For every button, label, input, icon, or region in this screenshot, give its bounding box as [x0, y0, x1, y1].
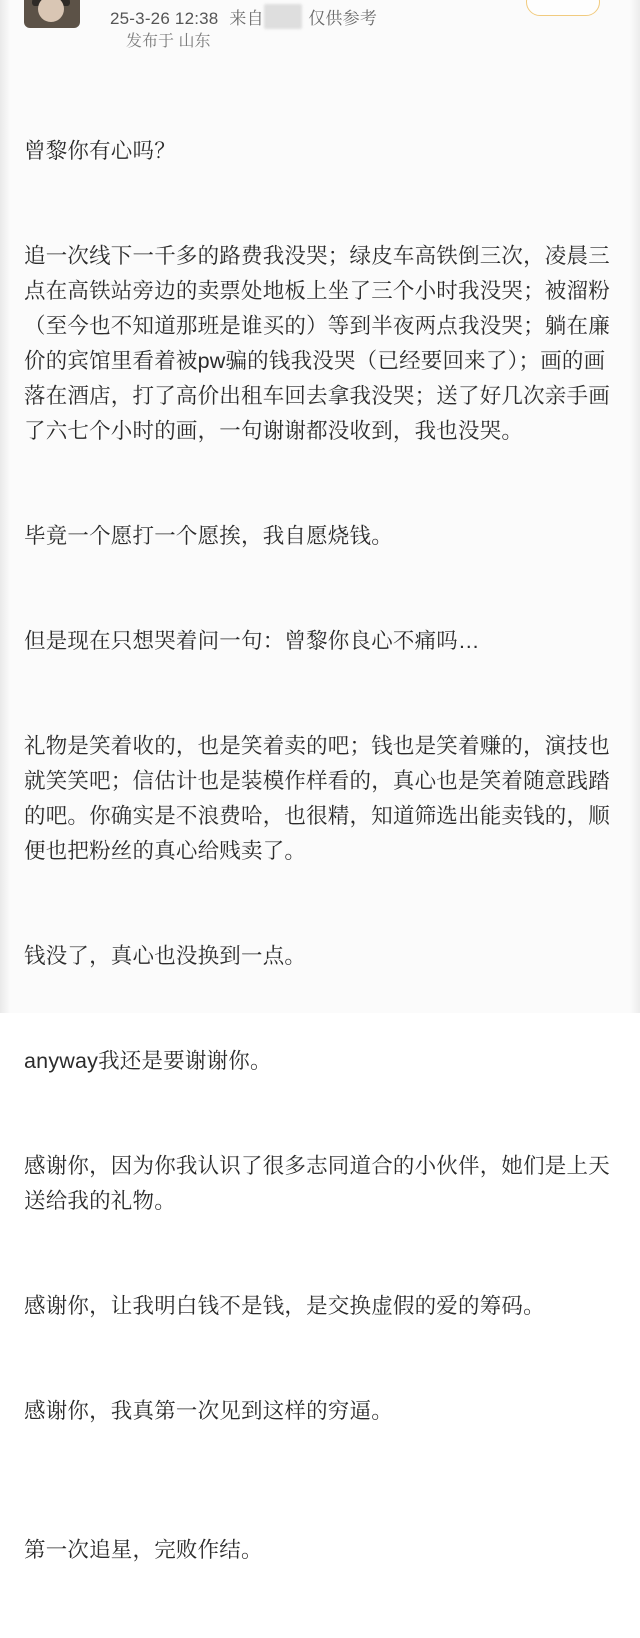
- post-header: [16, 0, 616, 56]
- post-paragraph: 毕竟一个愿打一个愿挨，我自愿烧钱。: [24, 524, 393, 548]
- post-paragraph: 第一次追星，完败作结。: [24, 1538, 263, 1562]
- post-paragraph: 感谢你，让我明白钱不是钱，是交换虚假的爱的筹码。: [24, 1294, 545, 1318]
- post-source-blurred: [264, 4, 302, 29]
- post-source-prefix: 来自: [229, 9, 264, 28]
- left-gutter: [0, 0, 10, 1013]
- post-paragraph: 礼物是笑着收的，也是笑着卖的吧；钱也是笑着赚的，演技也就笑笑吧；信估计也是装模作样看的，真心也是笑着随意践踏的吧。你确实是不浪费哈，也很精，知道筛选出能卖钱的，顺便也把粉丝的真心给贱卖了。: [24, 734, 610, 863]
- post-source-suffix: 仅供参考: [308, 9, 378, 28]
- avatar[interactable]: [24, 0, 80, 28]
- post-location: [126, 28, 210, 51]
- location-name: 山东: [178, 33, 211, 50]
- post-meta: [110, 4, 377, 29]
- post-body: [24, 64, 616, 1638]
- publish-label: 发布于: [126, 33, 175, 50]
- post-paragraph: anyway我还是要谢谢你。: [24, 1049, 272, 1073]
- avatar-face: [38, 0, 64, 22]
- post-paragraph: 钱没了，真心也没换到一点。: [24, 944, 307, 968]
- post-paragraph: 感谢你，因为你我认识了很多志同道合的小伙伴，她们是上天送给我的礼物。: [24, 1154, 610, 1213]
- post-timestamp: 25-3-26 12:38: [110, 9, 219, 28]
- right-gutter: [630, 0, 640, 1013]
- post-paragraph: 追一次线下一千多的路费我没哭；绿皮车高铁倒三次，凌晨三点在高铁站旁边的卖票处地板上坐了三个小时我没哭；被溜粉（至今也不知道那班是谁买的）等到半夜两点我没哭；躺在廉价的宾馆里看着被pw骗的钱我没哭（已经要回来了）；画的画落在酒店，打了高价出租车回去拿我没哭；送了好几次亲手画了六七个小时的画，一句谢谢都没收到，我也没哭。: [24, 244, 610, 443]
- post-paragraph: 但是现在只想哭着问一句：曾黎你良心不痛吗…: [24, 629, 480, 653]
- post-paragraph: 曾黎你有心吗？: [24, 139, 176, 163]
- post-paragraph: 感谢你，我真第一次见到这样的穷逼。: [24, 1399, 393, 1423]
- top-right-chip[interactable]: [526, 0, 600, 16]
